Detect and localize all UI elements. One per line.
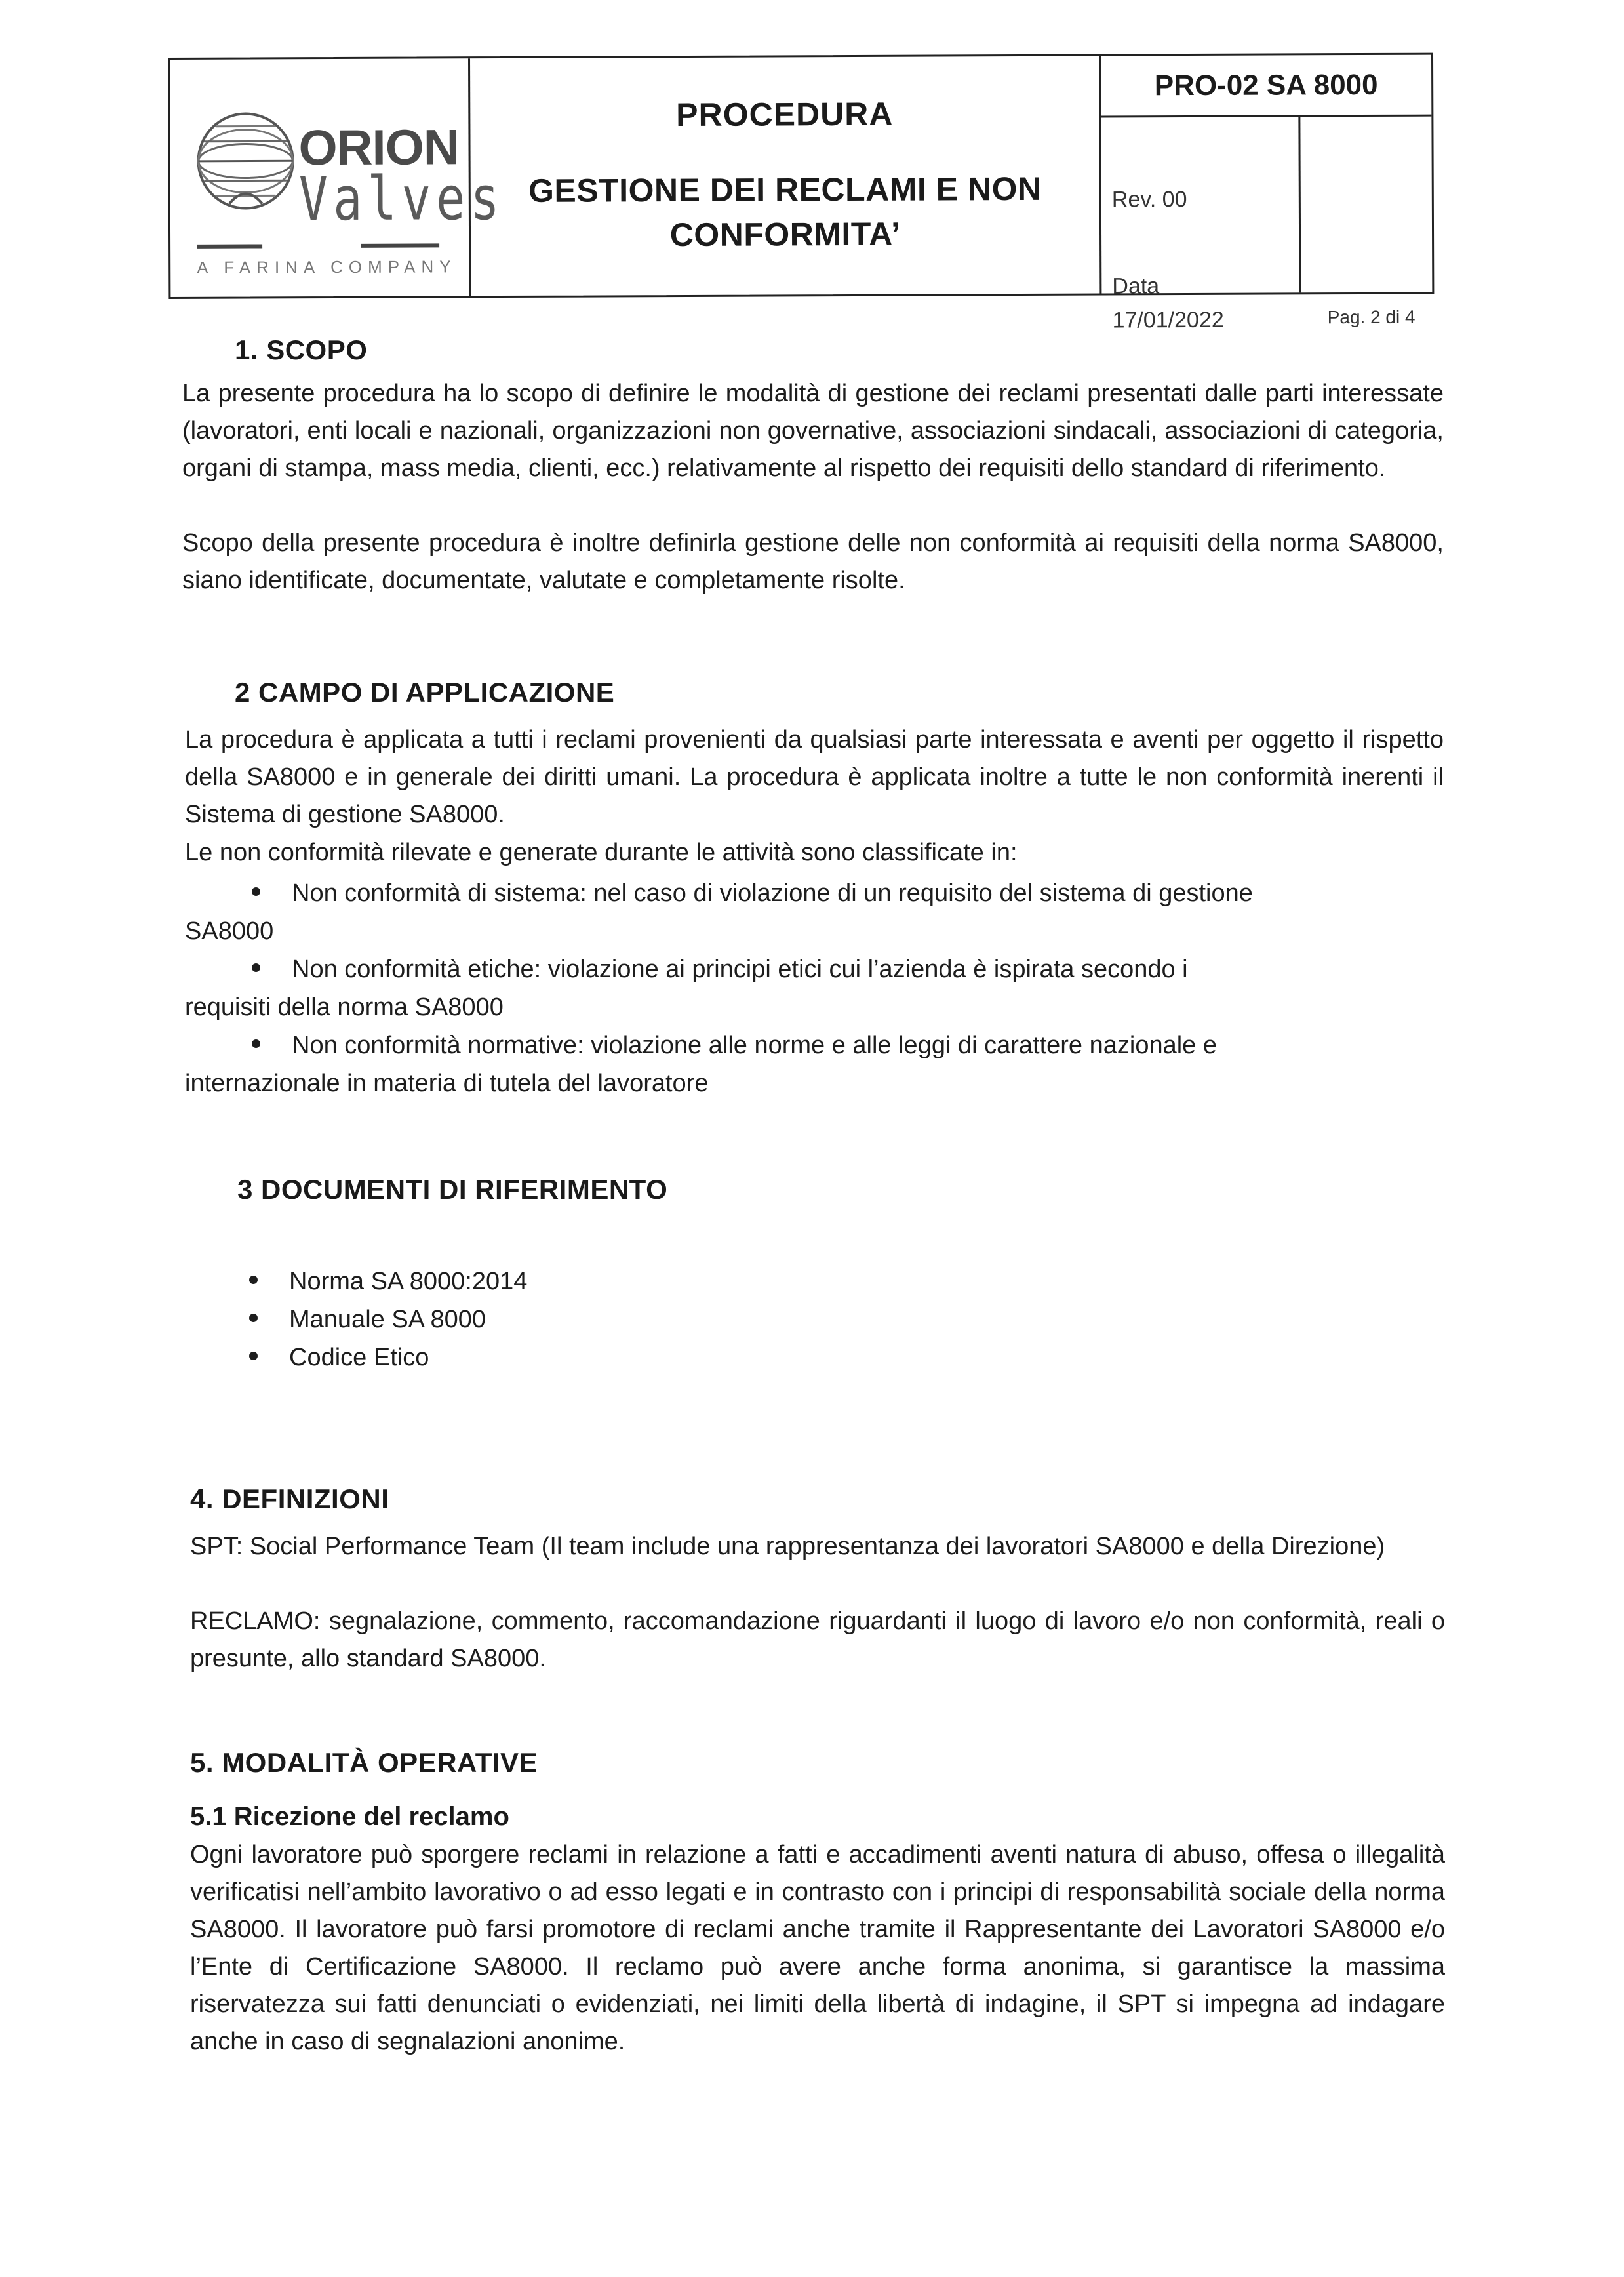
- documento-item-3: [249, 1339, 429, 1377]
- campo-bullet-2-continuation: requisiti della norma SA8000: [185, 994, 504, 1021]
- section-heading-modalita: 5. MODALITÀ OPERATIVE: [190, 1747, 538, 1778]
- campo-bullet-1-continuation: SA8000: [185, 917, 274, 945]
- date-value: 17/01/2022: [1112, 307, 1224, 333]
- scopo-paragraph-1: La presente procedura ha lo scopo di definire le modalità di gestione dei reclami presentati dalle parti interessate (lavoratori, enti locali e nazionali, organizzazioni non governative, associazioni sindacali, associazioni di categoria, organi di stampa, mass media, clienti, ecc.) relativamente al rispetto dei requisiti dello standard di riferimento.: [182, 380, 1444, 482]
- campo-bullet-3-text: Non conformità normative: violazione alle norme e alle leggi di carattere nazionale e: [292, 1032, 1217, 1059]
- logo-divider-right: [361, 243, 439, 247]
- definizioni-paragraph-1: SPT: Social Performance Team (Il team include una rappresentanza dei lavoratori SA8000 e della Direzione): [190, 1533, 1385, 1560]
- logo-divider-left: [197, 244, 262, 248]
- campo-bullet-2: [252, 951, 1445, 988]
- procedure-subtitle-line2: CONFORMITA’: [669, 215, 901, 254]
- revision-label: Rev. 00: [1111, 187, 1187, 212]
- campo-bullet-2-text: Non conformità etiche: violazione ai principi etici cui l’azienda è ispirata secondo i: [292, 956, 1188, 983]
- section-heading-campo: 2 CAMPO DI APPLICAZIONE: [235, 677, 615, 708]
- document-header-table: [168, 53, 1434, 333]
- title-cell: [470, 56, 1101, 296]
- bullet-dot-icon: [249, 1314, 258, 1322]
- bullet-dot-icon: [249, 1276, 258, 1284]
- logo-brand: ORION: [298, 119, 459, 176]
- logo-tagline: A FARINA COMPANY: [197, 256, 457, 277]
- documento-item-1-text: Norma SA 8000:2014: [289, 1268, 528, 1295]
- revision-cell: [1101, 117, 1301, 333]
- campo-bullet-1-text: Non conformità di sistema: nel caso di violazione di un requisito del sistema di gestione: [292, 879, 1253, 907]
- globe-logo-icon: [189, 105, 302, 217]
- bullet-dot-icon: [252, 1039, 260, 1048]
- section-heading-definizioni: 4. DEFINIZIONI: [190, 1483, 389, 1514]
- documento-item-2: [249, 1301, 486, 1339]
- page-number: Pag. 2 di 4: [1327, 306, 1416, 328]
- definizioni-paragraph-2: RECLAMO: segnalazione, commento, raccomandazione riguardanti il luogo di lavoro e/o non conformità, reali o presunte, allo standard SA8000.: [190, 1607, 1445, 1672]
- document-code: PRO-02 SA 8000: [1101, 55, 1431, 118]
- section-heading-scopo: 1. SCOPO: [235, 334, 368, 365]
- campo-paragraph-1: La procedura è applicata a tutti i reclami provenienti da qualsiasi parte interessata e aventi per oggetto il rispetto della SA8000 e in generale dei diritti umani. La procedura è applicata inoltre a tutte le non conformità inerenti il Sistema di gestione SA8000.: [185, 726, 1444, 828]
- documento-item-2-text: Manuale SA 8000: [289, 1306, 486, 1333]
- bullet-dot-icon: [252, 963, 260, 972]
- logo-cell: [170, 58, 505, 297]
- subsection-heading-ricezione: 5.1 Ricezione del reclamo: [190, 1802, 509, 1831]
- campo-bullet-3-continuation: internazionale in materia di tutela del lavoratore: [185, 1070, 709, 1097]
- bullet-dot-icon: [252, 887, 260, 896]
- campo-bullet-3: [252, 1027, 1445, 1064]
- date-label: Data: [1112, 273, 1160, 299]
- procedure-subtitle-line1: GESTIONE DEI RECLAMI E NON: [528, 170, 1042, 209]
- section-heading-documenti: 3 DOCUMENTI DI RIFERIMENTO: [237, 1174, 668, 1205]
- ricezione-paragraph: Ogni lavoratore può sporgere reclami in relazione a fatti e accadimenti aventi natura di abuso, offesa o illegalità verificatisi nell’ambito lavorativo o ad esso legati e in contrasto con i principi di responsabilità sociale della norma SA8000. Il lavoratore può farsi promotore di reclami anche tramite il Rappresentante dei Lavoratori SA8000 e/o l’Ente di Certificazione SA8000. Il reclamo può avere anche forma anonima, si garantisce la massima riservatezza sui fatti denunciati o evidenziati, nei limiti della libertà di indagine, il SPT si impegna ad indagare anche in caso di segnalazioni anonime.: [190, 1841, 1445, 2055]
- logo-product: Valves: [298, 163, 505, 235]
- campo-paragraph-2: Le non conformità rilevate e generate durante le attività sono classificate in:: [185, 839, 1018, 866]
- scopo-paragraph-2: Scopo della presente procedura è inoltre definirla gestione delle non conformità ai requisiti della norma SA8000, siano identificate, documentate, valutate e completamente risolte.: [182, 529, 1444, 594]
- bullet-dot-icon: [249, 1352, 258, 1360]
- documento-item-3-text: Codice Etico: [289, 1344, 429, 1371]
- campo-bullet-1: [252, 875, 1445, 912]
- procedure-title: PROCEDURA: [676, 95, 894, 134]
- page-cell: [1300, 117, 1432, 328]
- documento-item-1: [249, 1263, 527, 1300]
